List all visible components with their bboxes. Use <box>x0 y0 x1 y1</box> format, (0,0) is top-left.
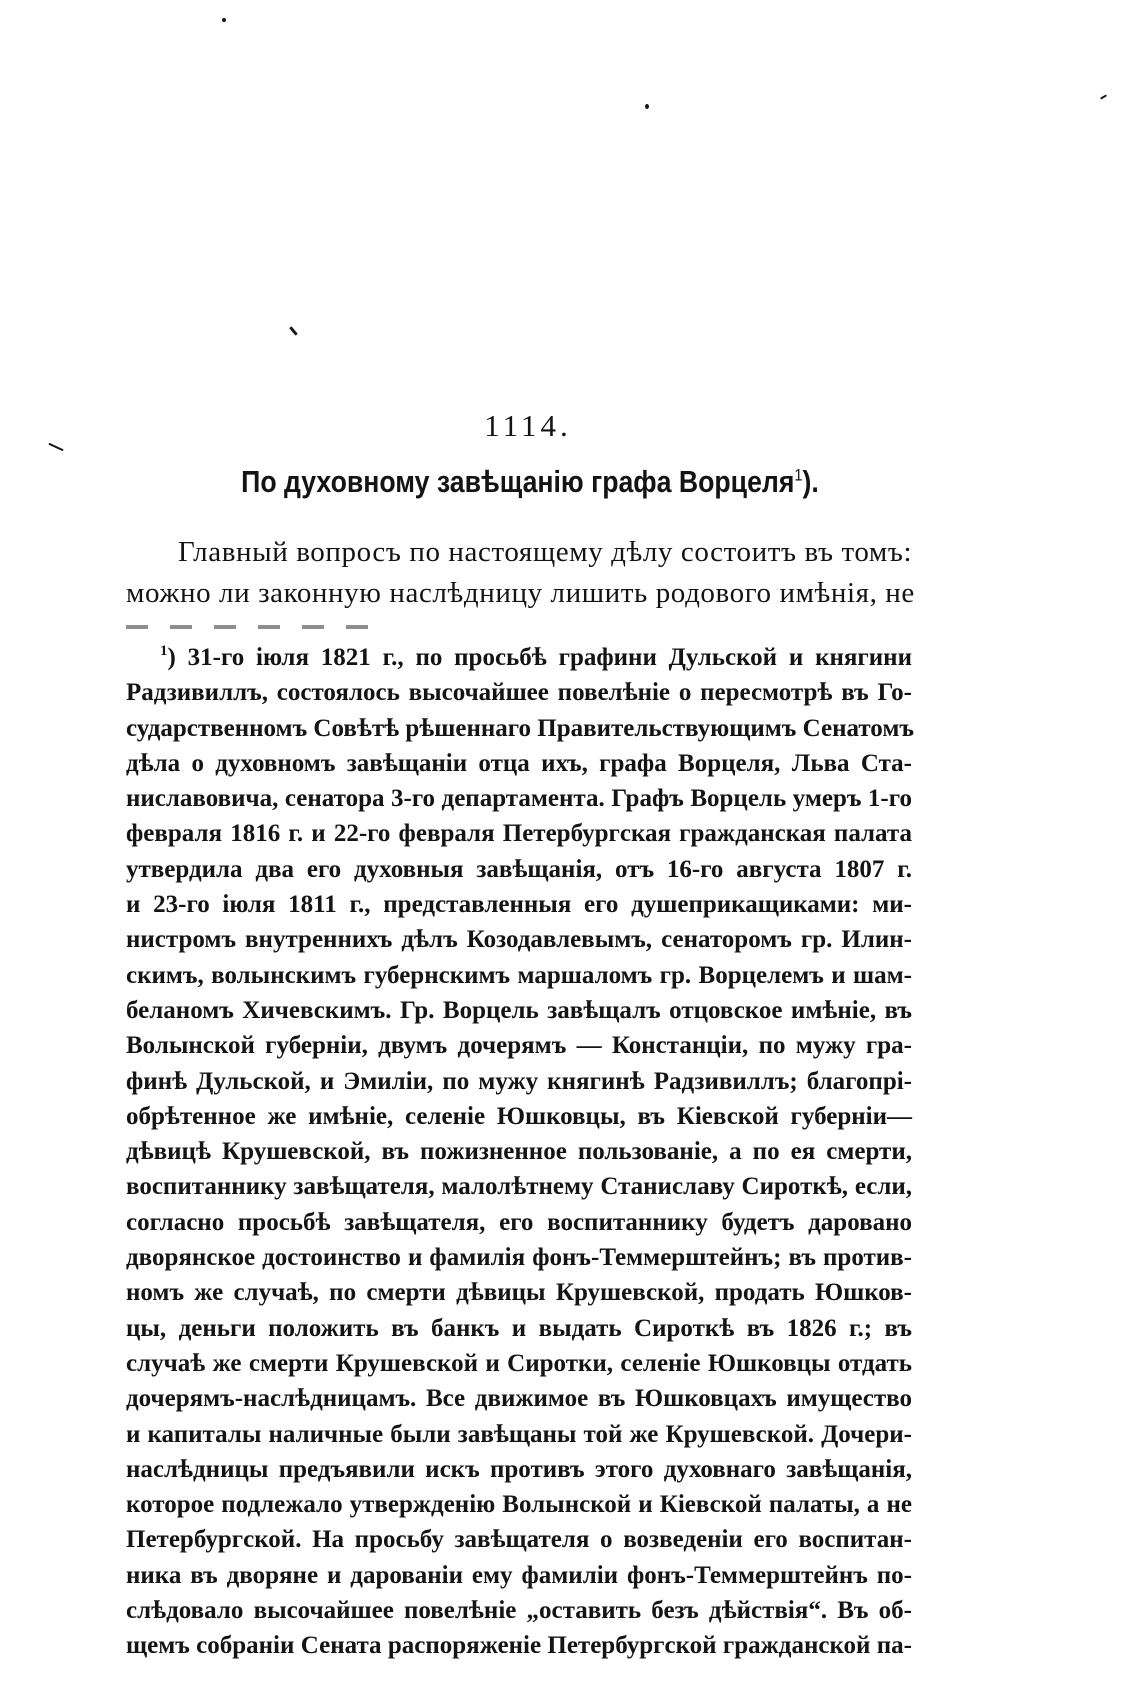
footnote-line: сударственномъ Совѣтѣ рѣшеннаго Правительствующимъ Сенатомъ <box>126 714 914 742</box>
main-paragraph <box>126 532 915 614</box>
footnote-line: февраля 1816 г. и 22-го февраля Петербургская гражданская палата <box>126 820 912 848</box>
footnote-line: слѣдовало высочайшее повелѣніе „оставить безъ дѣйствія“. Въ об- <box>126 1597 912 1625</box>
footnote-line: дѣвицѣ Крушевской, въ пожизненное пользованіе, а по ея смерти, <box>126 1138 912 1166</box>
cut-off-text-line <box>126 625 386 629</box>
footnote-line: цы, деньги положить въ банкъ и выдать Сироткѣ въ 1826 г.; въ <box>126 1314 912 1342</box>
scan-speck <box>222 18 226 22</box>
footnote-line: дочерямъ-наслѣдницамъ. Все движимое въ Юшковцахъ имущество <box>126 1385 912 1413</box>
footnote-line: наслѣдницы предъявили искъ противъ этого духовнаго завѣщанія, <box>126 1455 912 1483</box>
scan-speck <box>289 326 298 336</box>
main-text-line: Главный вопросъ по настоящему дѣлу состоитъ въ томъ: <box>178 536 913 568</box>
footnote-line: обрѣтенное же имѣніе, селеніе Юшковцы, въ Кіевской губерніи— <box>126 1102 912 1130</box>
footnote-line <box>126 640 912 675</box>
footnote <box>126 640 912 1664</box>
footnote-line: Радзивиллъ, состоялось высочайшее повелѣніе о пересмотрѣ въ Го- <box>126 679 912 707</box>
document-title <box>74 464 986 500</box>
scan-speck <box>645 104 649 109</box>
footnote-line: Волынской губерніи, двумъ дочерямъ — Констанціи, по мужу гра- <box>126 1032 912 1060</box>
footnote-line: ника въ дворяне и дарованіи ему фамиліи фонъ-Теммерштейнъ по- <box>126 1561 912 1589</box>
footnote-line: и 23-го іюля 1811 г., представленныя его душеприкащиками: ми- <box>126 891 912 919</box>
footnote-line: утвердила два его духовныя завѣщанія, отъ 16-го августа 1807 г. <box>126 855 912 883</box>
footnote-line: нистромъ внутреннихъ дѣлъ Козодавлевымъ, сенаторомъ гр. Илин- <box>126 926 912 954</box>
footnote-line: согласно просьбѣ завѣщателя, его воспитаннику будетъ даровано <box>126 1208 912 1236</box>
main-text-line: можно ли законную наслѣдницу лишить родового имѣнія, не <box>126 577 915 609</box>
footnote-line: Петербургской. На просьбу завѣщателя о возведеніи его воспитан- <box>126 1526 912 1554</box>
footnote-line: щемъ собраніи Сената распоряженіе Петербургской гражданской па- <box>126 1632 912 1660</box>
footnote-line: дворянское достоинство и фамилія фонъ-Теммерштейнъ; въ против- <box>126 1244 912 1272</box>
footnote-line: и капиталы наличные были завѣщаны той же Крушевской. Дочери- <box>126 1420 912 1448</box>
document-number: 1114. <box>484 408 572 443</box>
footnote-line: номъ же случаѣ, по смерти дѣвицы Крушевской, продать Юшков- <box>126 1279 912 1307</box>
footnote-line: скимъ, волынскимъ губернскимъ маршаломъ гр. Ворцелемъ и шам- <box>126 961 912 989</box>
footnote-line: беланомъ Хичевскимъ. Гр. Ворцель завѣщалъ отцовское имѣніе, въ <box>126 996 912 1024</box>
footnote-line: случаѣ же смерти Крушевской и Сиротки, селеніе Юшковцы отдать <box>126 1349 912 1377</box>
footnote-line: которое подлежало утвержденію Волынской и Кіевской палаты, а не <box>126 1491 912 1519</box>
footnote-line: ниславовича, сенатора 3-го департамента. Графъ Ворцель умеръ 1-го <box>126 785 912 813</box>
footnote-marker: 1 <box>160 643 168 659</box>
title-footnote-marker: 1 <box>794 465 803 485</box>
title-suffix: ). <box>802 464 819 499</box>
footnote-line: финѣ Дульской, и Эмиліи, по мужу княгинѣ Радзивиллъ; благопрі- <box>126 1067 912 1095</box>
footnote-line: воспитаннику завѣщателя, малолѣтнему Станиславу Сироткѣ, если, <box>126 1173 912 1201</box>
document-title-text: По духовному завѣщанію графа Ворцеля <box>241 464 795 499</box>
footnote-first-line: ) 31-го іюля 1821 г., по просьбѣ графини Дульской и княгини <box>167 644 912 671</box>
footnote-line: дѣла о духовномъ завѣщаніи отца ихъ, графа Ворцеля, Льва Ста- <box>126 749 912 777</box>
scan-speck <box>1100 94 1107 99</box>
